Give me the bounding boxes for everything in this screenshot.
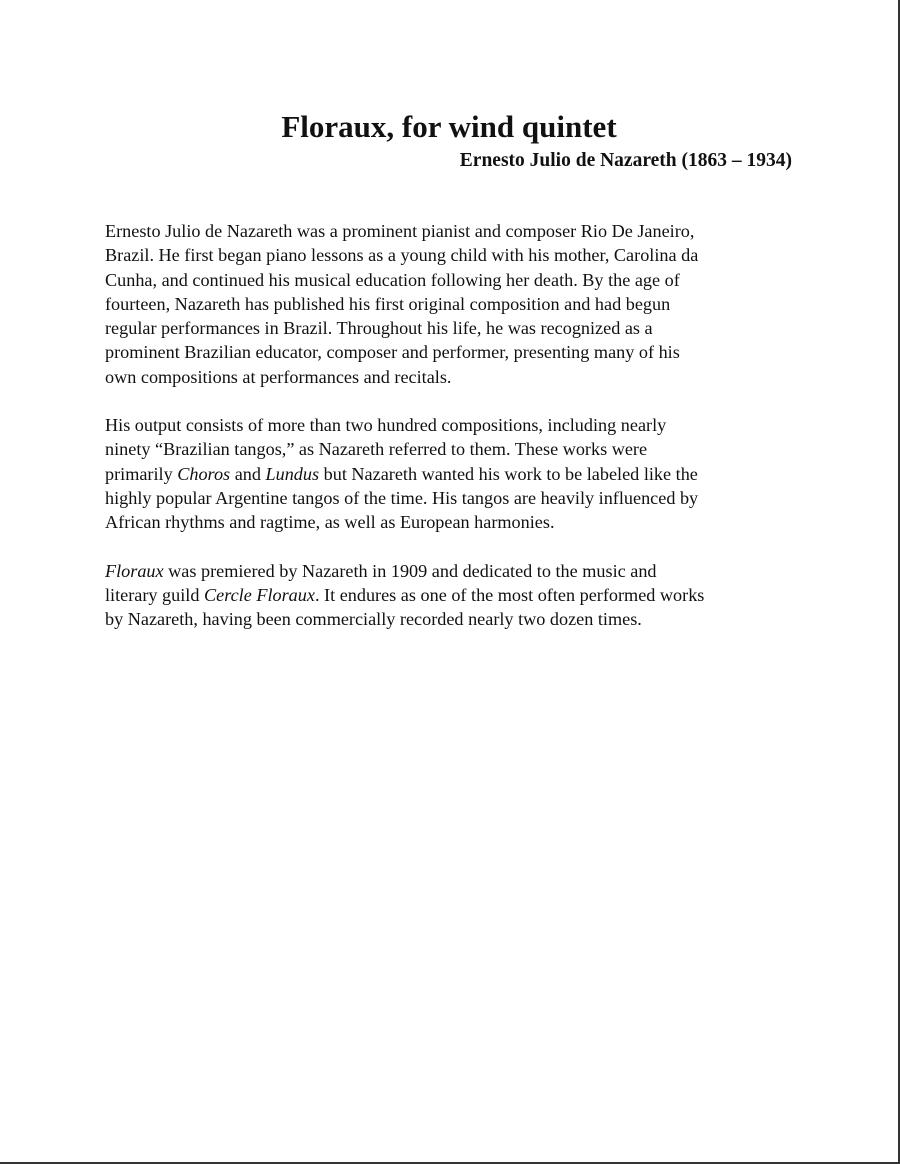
italic-title-floraux: Floraux: [105, 560, 164, 581]
paragraph-biography: [105, 219, 795, 389]
document-title: Floraux, for wind quintet: [281, 109, 617, 144]
italic-guild-name: Cercle Floraux: [204, 584, 315, 605]
text-line: [105, 559, 795, 583]
text-fragment: and: [230, 463, 266, 484]
text-line: prominent Brazilian educator, composer and performer, presenting many of his: [105, 342, 680, 363]
text-line: Cunha, and continued his musical education following her death. By the age of: [105, 269, 680, 290]
text-line: by Nazareth, having been commercially recorded nearly two dozen times.: [105, 609, 642, 630]
document-body: [105, 219, 795, 655]
text-fragment: primarily: [105, 463, 178, 484]
text-line: ninety “Brazilian tangos,” as Nazareth referred to them. These works were: [105, 439, 648, 460]
composer-subtitle: Ernesto Julio de Nazareth (1863 – 1934): [459, 150, 792, 171]
text-line: His output consists of more than two hundred compositions, including nearly: [105, 415, 667, 436]
italic-term-lundus: Lundus: [265, 463, 320, 484]
paragraph-premiere: [105, 559, 795, 632]
text-line: regular performances in Brazil. Throughout his life, he was recognized as a: [105, 318, 653, 339]
italic-term-choros: Choros: [177, 463, 231, 484]
text-line: Brazil. He first began piano lessons as a young child with his mother, Carolina da: [105, 245, 699, 266]
text-line: highly popular Argentine tangos of the time. His tangos are heavily influenced by: [105, 487, 699, 508]
text-fragment: was premiered by Nazareth in 1909 and dedicated to the music and: [163, 560, 657, 581]
text-line: Ernesto Julio de Nazareth was a prominent pianist and composer Rio De Janeiro,: [105, 221, 695, 241]
text-line: [105, 583, 795, 607]
paragraph-output: [105, 413, 795, 534]
text-fragment: literary guild: [105, 584, 204, 605]
text-line: own compositions at performances and recitals.: [105, 366, 452, 387]
text-line: fourteen, Nazareth has published his first original composition and had begun: [105, 293, 671, 314]
text-fragment: . It endures as one of the most often performed works: [314, 584, 705, 605]
text-line: [105, 462, 795, 486]
text-fragment: but Nazareth wanted his work to be labeled like the: [319, 463, 698, 484]
text-line: African rhythms and ragtime, as well as European harmonies.: [105, 512, 555, 533]
